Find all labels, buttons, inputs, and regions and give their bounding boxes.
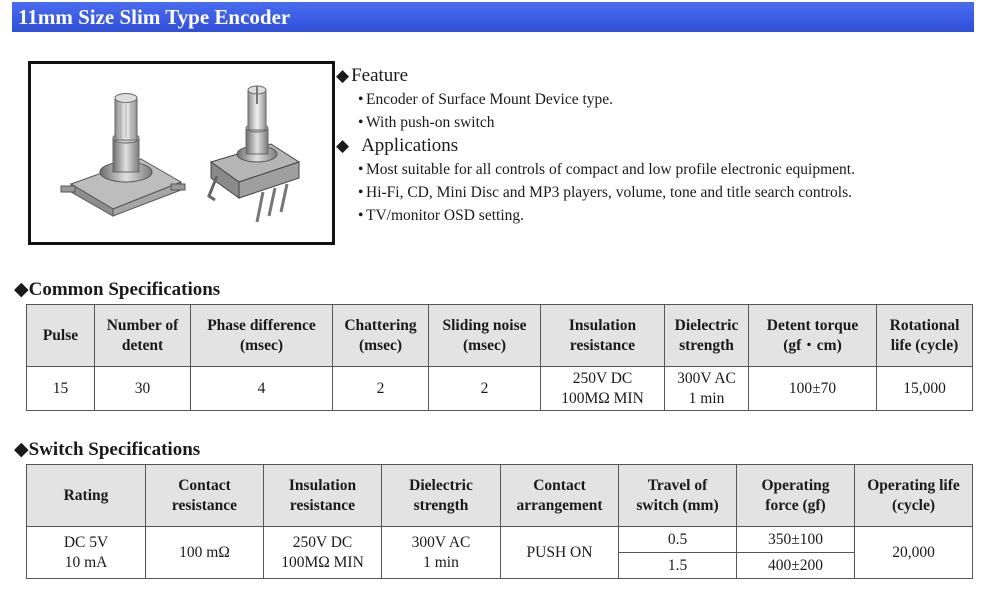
header-text: Operating xyxy=(761,476,830,494)
value-text: 4 xyxy=(257,379,266,397)
header-text: Phase difference xyxy=(207,316,316,334)
list-item xyxy=(336,204,976,227)
value-cell xyxy=(333,367,429,411)
applications-heading-text: Applications xyxy=(361,135,459,156)
value-text: 10 mA xyxy=(64,553,108,571)
header-text: Insulation xyxy=(568,316,637,334)
bullet-dot-icon: • xyxy=(358,207,364,224)
list-item xyxy=(336,181,976,204)
header-text: life (cycle) xyxy=(890,336,959,354)
smd-encoder-image xyxy=(61,94,185,217)
switch-spec-heading xyxy=(14,439,200,461)
header-text: resistance xyxy=(569,336,636,354)
switch-header-row xyxy=(27,465,973,527)
table-row xyxy=(27,527,973,553)
header-cell xyxy=(27,465,146,527)
common-header-row xyxy=(27,305,973,367)
header-cell xyxy=(855,465,973,527)
bullet-dot-icon: • xyxy=(358,114,364,131)
switch-spec-heading-text: Switch Specifications xyxy=(28,439,201,460)
header-text: Insulation xyxy=(288,476,357,494)
pin-encoder-image xyxy=(209,86,299,222)
value-text: 250V DC xyxy=(572,369,633,387)
diamond-bullet-icon: ◆ xyxy=(14,439,29,460)
switch-spec-table xyxy=(26,464,973,579)
header-cell xyxy=(264,465,382,527)
value-cell xyxy=(191,367,333,411)
header-cell xyxy=(191,305,333,367)
common-spec-heading-text: Common Specifications xyxy=(28,279,221,300)
feature-section xyxy=(336,64,976,227)
bullet-dot-icon: • xyxy=(358,91,364,108)
list-item xyxy=(336,111,976,134)
header-cell xyxy=(501,465,619,527)
common-spec-heading xyxy=(14,279,220,301)
value-text: 300V AC xyxy=(411,533,471,551)
header-text: (cycle) xyxy=(891,496,936,514)
value-text: 250V DC xyxy=(292,533,353,551)
header-text: Sliding noise xyxy=(442,316,527,334)
header-text: arrangement xyxy=(516,496,603,514)
value-text: 2 xyxy=(376,379,385,397)
value-cell xyxy=(619,527,737,553)
header-text: Contact xyxy=(178,476,231,494)
value-cell xyxy=(619,553,737,579)
value-text: 1 min xyxy=(423,553,459,571)
header-text: (msec) xyxy=(239,336,284,354)
value-text: 100MΩ MIN xyxy=(561,389,644,407)
header-text: resistance xyxy=(171,496,238,514)
header-cell xyxy=(877,305,973,367)
list-item xyxy=(336,158,976,181)
header-text: Dielectric xyxy=(674,316,739,334)
header-cell xyxy=(146,465,264,527)
value-text: 15 xyxy=(52,379,69,397)
bullet-dot-icon: • xyxy=(358,161,364,178)
header-cell xyxy=(619,465,737,527)
common-spec-table xyxy=(26,304,973,411)
header-cell xyxy=(333,305,429,367)
header-cell xyxy=(541,305,665,367)
header-text: switch (mm) xyxy=(636,496,719,514)
header-text: strength xyxy=(679,336,734,354)
header-text: (gf・cm) xyxy=(783,336,842,354)
header-text: Pulse xyxy=(42,326,79,344)
value-text: 2 xyxy=(480,379,489,397)
header-text: force (gf) xyxy=(765,496,826,514)
value-cell xyxy=(665,367,749,411)
applications-heading xyxy=(336,134,976,158)
value-cell xyxy=(95,367,191,411)
bullet-dot-icon: • xyxy=(358,184,364,201)
value-cell xyxy=(855,527,973,579)
feature-heading xyxy=(336,64,976,88)
application-item-text: Most suitable for all controls of compact and low profile electronic equipment. xyxy=(366,161,855,178)
header-text: Number of xyxy=(106,316,179,334)
value-cell xyxy=(264,527,382,579)
diamond-bullet-icon: ◆ xyxy=(14,279,29,300)
diamond-bullet-icon: ◆ xyxy=(336,66,350,85)
header-text: Travel of xyxy=(647,476,708,494)
value-cell xyxy=(27,527,146,579)
value-text: 100±70 xyxy=(788,379,837,397)
header-cell xyxy=(429,305,541,367)
value-cell xyxy=(146,527,264,579)
value-cell xyxy=(429,367,541,411)
value-cell xyxy=(877,367,973,411)
value-cell xyxy=(27,367,95,411)
diamond-bullet-icon: ◆ xyxy=(336,136,350,155)
header-text: (msec) xyxy=(462,336,507,354)
feature-list xyxy=(336,88,976,134)
header-text: Rating xyxy=(63,486,109,504)
header-cell xyxy=(737,465,855,527)
encoder-illustration xyxy=(31,64,332,242)
feature-item-text: With push-on switch xyxy=(366,114,495,131)
value-text: 350±100 xyxy=(767,530,823,548)
table-row xyxy=(27,367,973,411)
value-text: 30 xyxy=(134,379,151,397)
header-text: Chattering xyxy=(344,316,417,334)
page-title: 11mm Size Slim Type Encoder xyxy=(12,2,974,32)
header-text: (msec) xyxy=(358,336,403,354)
application-item-text: Hi-Fi, CD, Mini Disc and MP3 players, volume, tone and title search controls. xyxy=(366,184,853,201)
header-cell xyxy=(665,305,749,367)
header-cell xyxy=(382,465,501,527)
value-cell xyxy=(749,367,877,411)
header-cell xyxy=(95,305,191,367)
header-text: strength xyxy=(413,496,469,514)
value-text: 20,000 xyxy=(892,543,935,561)
applications-list xyxy=(336,158,976,227)
application-item-text: TV/monitor OSD setting. xyxy=(366,207,525,224)
value-cell xyxy=(737,553,855,579)
header-text: Detent torque xyxy=(766,316,859,334)
value-cell xyxy=(541,367,665,411)
value-text: PUSH ON xyxy=(526,543,593,561)
header-text: Rotational xyxy=(889,316,960,334)
value-text: 300V AC xyxy=(677,369,736,387)
header-text: detent xyxy=(121,336,164,354)
header-cell xyxy=(749,305,877,367)
list-item xyxy=(336,88,976,111)
header-text: Operating life xyxy=(867,476,960,494)
value-text: DC 5V xyxy=(63,533,109,551)
value-text: 15,000 xyxy=(903,379,946,397)
value-text: 0.5 xyxy=(667,530,688,548)
value-cell xyxy=(501,527,619,579)
product-photo xyxy=(28,61,335,245)
header-text: Contact xyxy=(533,476,586,494)
header-cell xyxy=(27,305,95,367)
feature-item-text: Encoder of Surface Mount Device type. xyxy=(366,91,614,108)
value-text: 1.5 xyxy=(667,556,688,574)
value-text: 100MΩ MIN xyxy=(281,553,364,571)
value-text: 400±200 xyxy=(767,556,823,574)
value-cell xyxy=(737,527,855,553)
header-text: Dielectric xyxy=(409,476,473,494)
value-text: 100 mΩ xyxy=(179,543,230,561)
value-text: 1 min xyxy=(688,389,725,407)
value-cell xyxy=(382,527,501,579)
feature-heading-text: Feature xyxy=(351,65,409,86)
header-text: resistance xyxy=(289,496,356,514)
